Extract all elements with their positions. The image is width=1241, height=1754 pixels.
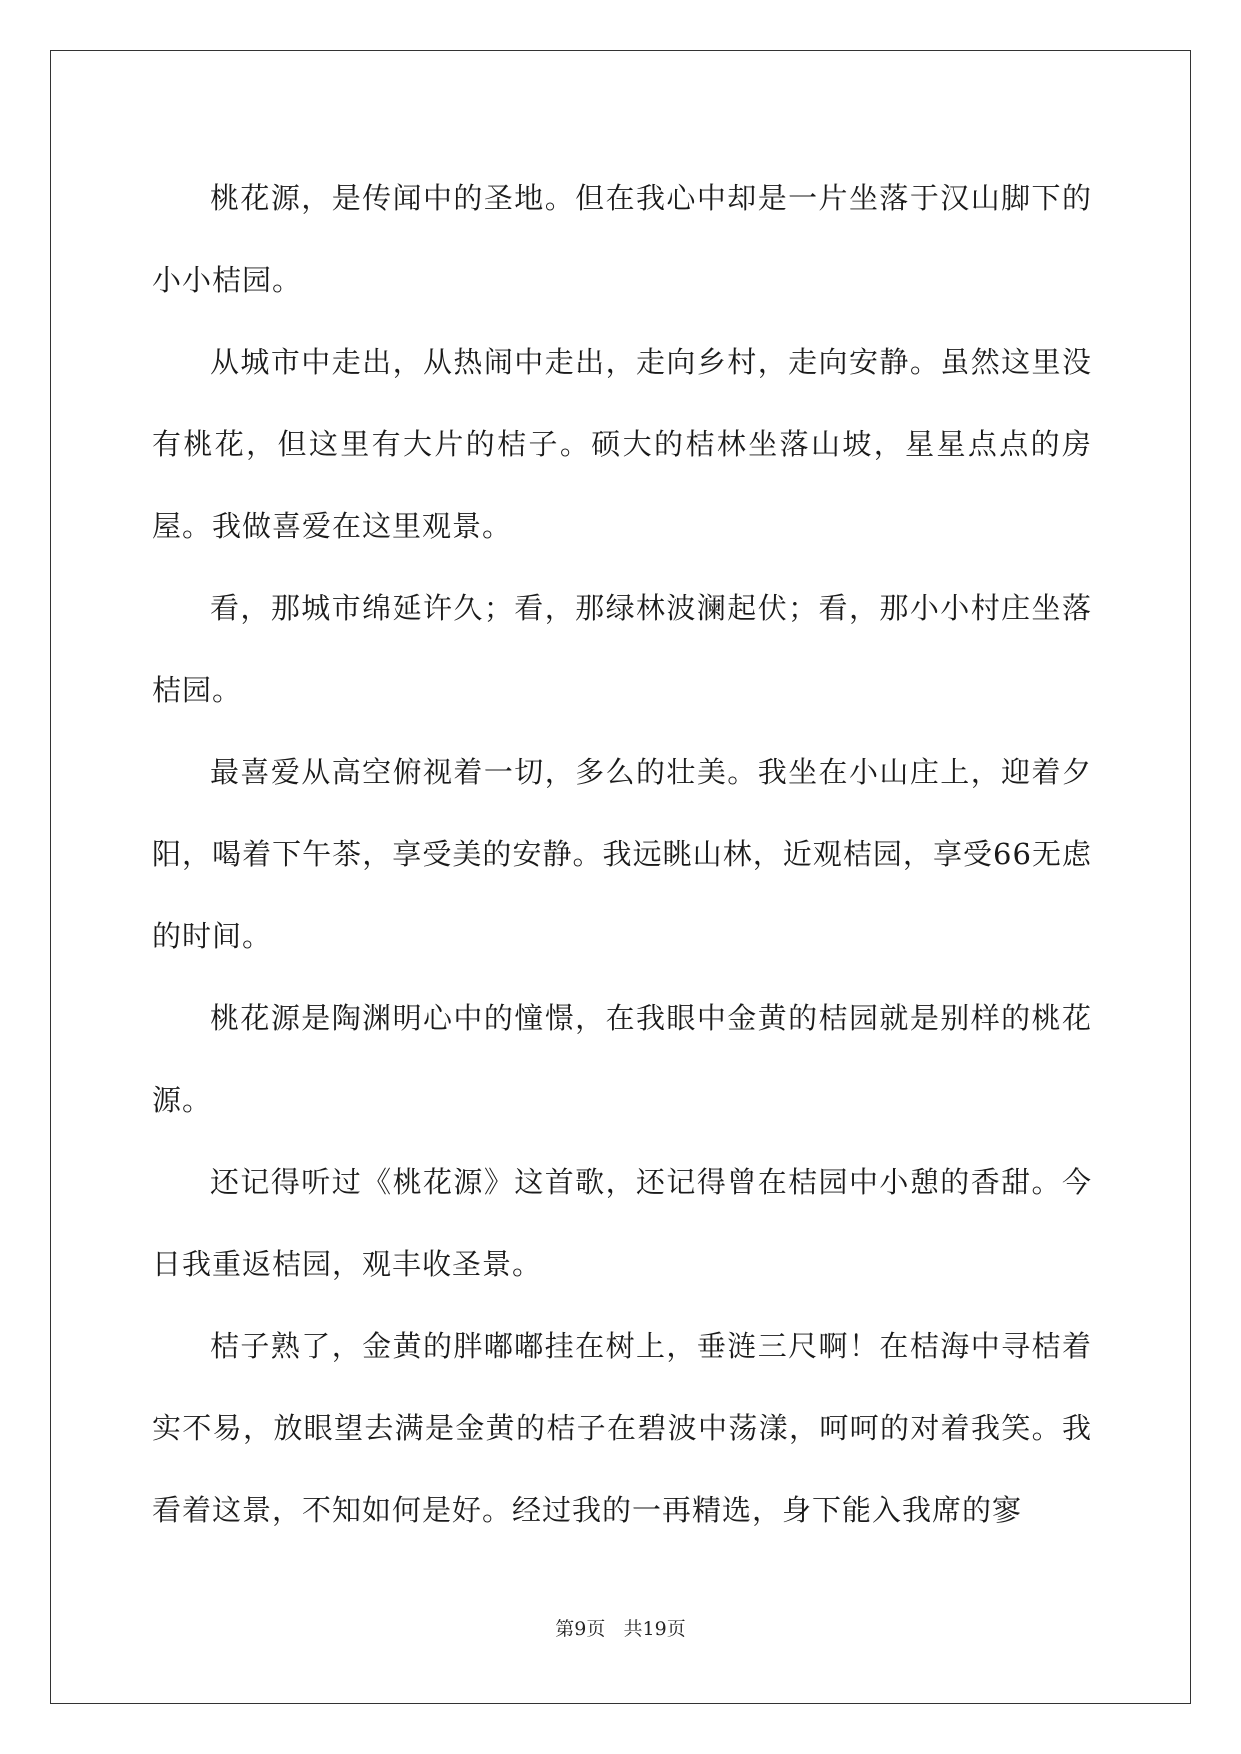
paragraph: 看，那城市绵延许久；看，那绿林波澜起伏；看，那小小村庄坐落桔园。 [152, 591, 1092, 707]
paragraph: 从城市中走出，从热闹中走出，走向乡村，走向安静。虽然这里没有桃花，但这里有大片的桔子。硕大的桔林坐落山坡，星星点点的房屋。我做喜爱在这里观景。 [152, 345, 1092, 543]
paragraph: 桃花源是陶渊明心中的憧憬，在我眼中金黄的桔园就是别样的桃花源。 [152, 1001, 1092, 1117]
page-number: 第9页 [555, 1618, 606, 1640]
page-footer [0, 1614, 1241, 1641]
paragraph: 桃花源，是传闻中的圣地。但在我心中却是一片坐落于汉山脚下的小小桔园。 [152, 181, 1092, 297]
document-body [152, 157, 1092, 1551]
paragraph: 最喜爱从高空俯视着一切，多么的壮美。我坐在小山庄上，迎着夕阳，喝着下午茶，享受美的安静。我远眺山林，近观桔园，享受66无虑的时间。 [152, 755, 1092, 953]
page-total: 共19页 [623, 1618, 686, 1640]
paragraph: 还记得听过《桃花源》这首歌，还记得曾在桔园中小憩的香甜。今日我重返桔园，观丰收圣景。 [152, 1165, 1092, 1281]
paragraph: 桔子熟了，金黄的胖嘟嘟挂在树上，垂涟三尺啊！在桔海中寻桔着实不易，放眼望去满是金黄的桔子在碧波中荡漾，呵呵的对着我笑。我看着这景，不知如何是好。经过我的一再精选，身下能入我席的寥 [152, 1329, 1092, 1527]
